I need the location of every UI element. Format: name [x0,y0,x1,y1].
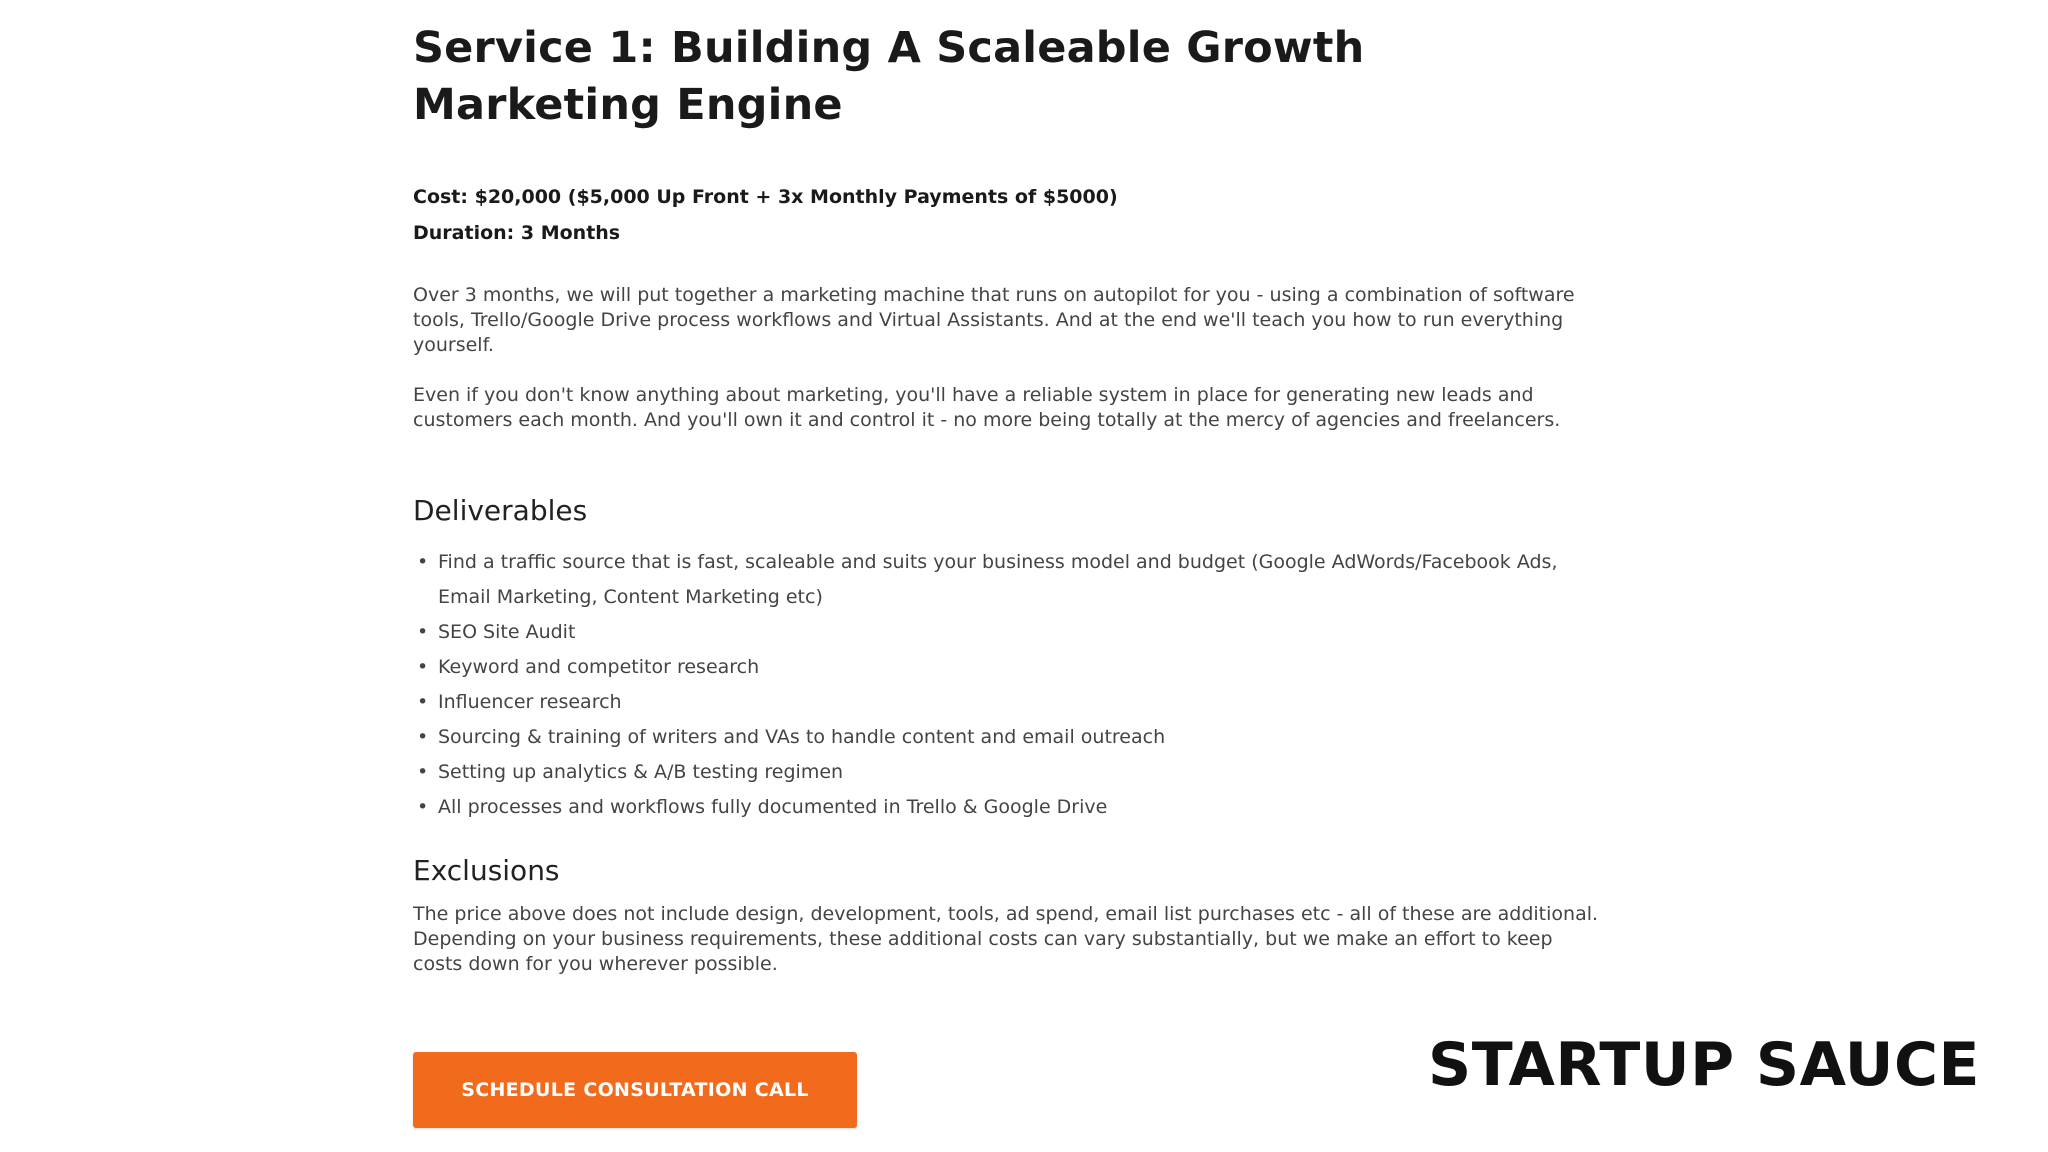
list-item-text: Sourcing & training of writers and VAs to handle content and email outreach [438,726,1166,748]
list-item [413,545,1603,615]
bullet-icon: • [417,551,429,573]
exclusions-heading: Exclusions [413,854,560,887]
intro-paragraph: Over 3 months, we will put together a marketing machine that runs on autopilot for you - using a combination of software tools, Trello/Google Drive process workflows and Virtual Assistants. And at the end we'll teach you how to run everything yourself. [413,284,1575,356]
service-content [413,20,1603,977]
exclusions-paragraph: The price above does not include design, development, tools, ad spend, email list purchases etc - all of these are additional. Depending on your business requirements, these additional costs can vary substantially, but we make an effort to keep costs down for you wherever possible. [413,903,1599,975]
list-item [413,720,1603,755]
bullet-icon: • [417,621,429,643]
deliverables-heading: Deliverables [413,494,588,527]
list-item-text: Keyword and competitor research [438,656,760,678]
list-item [413,685,1603,720]
cost-line: Cost: $20,000 ($5,000 Up Front + 3x Monthly Payments of $5000) [413,186,1118,208]
bullet-icon: • [417,691,429,713]
bullet-icon: • [417,656,429,678]
brand-logo: STARTUP SAUCE [1428,1030,1980,1100]
list-item [413,615,1603,650]
bullet-icon: • [417,796,429,818]
bullet-icon: • [417,726,429,748]
list-item-text: Influencer research [438,691,622,713]
list-item-text: SEO Site Audit [438,621,576,643]
bullet-icon: • [417,761,429,783]
schedule-consultation-button[interactable]: SCHEDULE CONSULTATION CALL [413,1052,857,1128]
list-item-text: All processes and workflows fully documented in Trello & Google Drive [438,796,1108,818]
deliverables-list [413,545,1603,825]
list-item [413,790,1603,825]
service-meta [413,179,1603,251]
duration-line: Duration: 3 Months [413,222,621,244]
list-item [413,650,1603,685]
list-item [413,755,1603,790]
list-item-text: Setting up analytics & A/B testing regimen [438,761,844,783]
list-item-text: Find a traffic source that is fast, scaleable and suits your business model and budget (Google AdWords/Facebook Ads, Email Marketing, Content Marketing etc) [438,551,1558,608]
page-title: Service 1: Building A Scaleable Growth Marketing Engine [413,23,1365,130]
benefit-paragraph: Even if you don't know anything about marketing, you'll have a reliable system in place for generating new leads and customers each month. And you'll own it and control it - no more being totally at the mercy of agencies and freelancers. [413,384,1561,431]
